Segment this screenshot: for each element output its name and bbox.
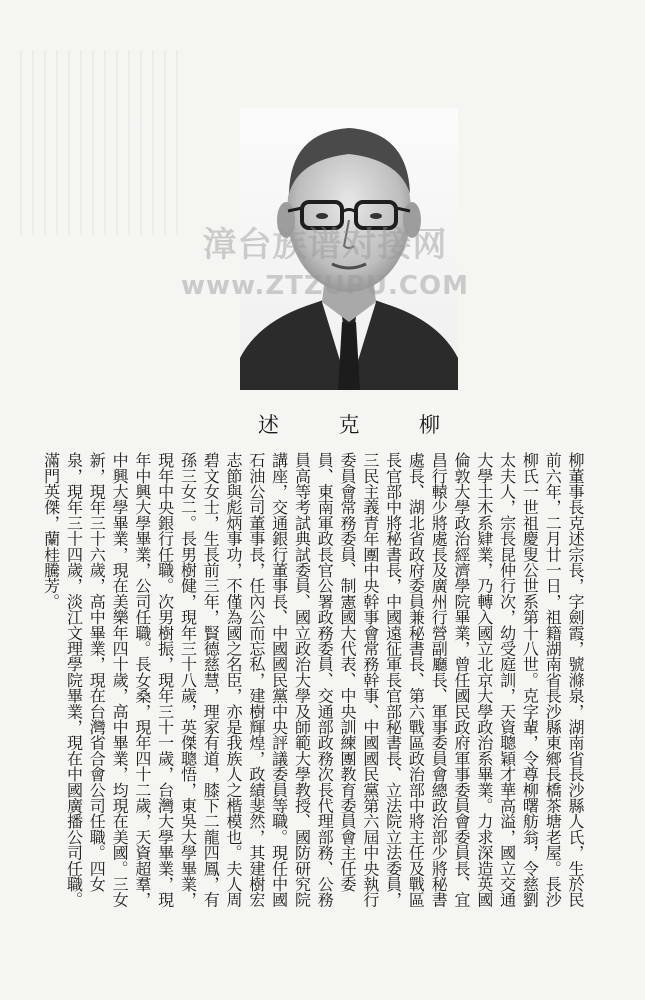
caption-char-2: 克 — [338, 413, 360, 437]
portrait-caption — [240, 404, 458, 444]
portrait-illustration — [240, 108, 458, 390]
caption-char-3: 柳 — [419, 413, 440, 437]
portrait-photo — [240, 108, 458, 390]
watermark-url: www.ZTZUPU.COM — [181, 271, 469, 301]
watermark-title: 漳台族谱对接网 — [202, 225, 448, 265]
bleed-through-texture — [10, 50, 180, 235]
caption-char-1: 述 — [258, 413, 279, 437]
biography-text: 柳董事長克述宗長，字劍霞，號滌泉，湖南省長沙縣人氏，生於民前六年，二月廿一日，祖籍湖南省長沙縣東鄉長橋茶塘老屋。長沙柳氏一世祖慶叟公世系第十八世。克字輩，令尊柳曙舫翁，令慈劉太夫人，宗長昆仲行次，幼受庭訓，天資聰穎才華高溢，國立交通大學土木系肄業，乃轉入國立北京大學政治系畢業。力求深造英國倫敦大學政治經濟學院畢業，曾任國民政府軍事委員會委員長、宜昌行轅少將處長及廣州行營副廳長、軍事委員會總政治部少將秘書處長、湖北省政府委員兼秘書長、第六戰區政治部中將主任及戰區長官部中將秘書長，中國遠征軍長官部秘書長、立法院立法委員，三民主義青年團中央幹事會常務幹事、中國國民黨第六屆中央執行委員會常務委員、制憲國大代表、中央訓練團教育委員會主任委員、東南軍政長官公署政務委員、交通部政務次長代理部務、公務員高等考試典試委員、國立政治大學及師範大學教授、國防研究院講座，交通銀行董事長、中國國民黨中央評議委員等職。現任中國石油公司董事長，任內公而忘私，建樹輝煌，政績斐然，其建樹宏志節與彪炳事功，不僅為國之名臣，亦是我族人之楷模也。夫人周碧文女士，生長前三年，賢德慈慧，理家有道，膝下二龍四鳳，有孫三女二。長男樹健，現年三十八歲，英傑聰悟，東吳大學畢業，現年中央銀行任職。次男樹振，現年三十一歲，台灣大學畢業，現年中興大學畢業，公司任職。長女桑，現年四十二歲，天資超羣，中興大學畢業，現在美樂年四十歲，高中畢業，均現在美國。三女新，現年三十六歲，高中畢業，現在台灣省合會公司任職。四女泉，現年三十四歲，淡江文理學院畢業，現在中國廣播公司任職。滿門英傑，蘭桂騰芳。 — [41, 452, 585, 908]
